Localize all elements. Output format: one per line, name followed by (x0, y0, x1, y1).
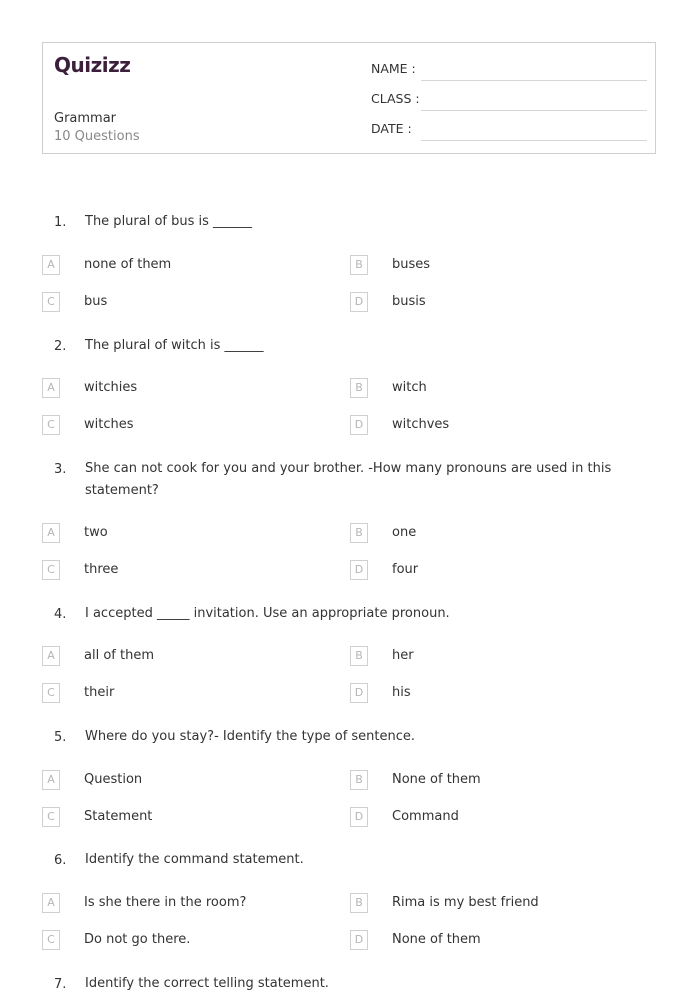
quiz-title: Grammar (54, 111, 117, 126)
option-letter-box: C (42, 560, 60, 580)
option-letter-box: C (42, 807, 60, 827)
option-text: their (84, 685, 115, 700)
question-number: 2. (54, 339, 67, 354)
question-number: 3. (54, 462, 67, 477)
question-text: She can not cook for you and your brother. -How many pronouns are used in this statement? (85, 461, 612, 498)
option-letter-box: D (350, 807, 368, 827)
name-line (421, 80, 647, 81)
option-text: busis (392, 294, 426, 309)
class-label: CLASS : (371, 91, 420, 106)
worksheet-header (42, 42, 656, 154)
option-letter-box: B (350, 378, 368, 398)
option-text: None of them (392, 932, 481, 947)
option-text: none of them (84, 257, 172, 272)
option-letter-box: A (42, 378, 60, 398)
option-text: witches (84, 417, 134, 432)
option-letter-box: B (350, 770, 368, 790)
option-letter-box: B (350, 255, 368, 275)
option-text: three (84, 562, 119, 577)
option-text: buses (392, 257, 431, 272)
option-text: four (392, 562, 419, 577)
option-letter-box: C (42, 415, 60, 435)
option-letter-box: D (350, 683, 368, 703)
question-number: 5. (54, 730, 67, 745)
question-text: Identify the correct telling statement. (85, 976, 329, 991)
option-text: his (392, 685, 411, 700)
option-letter-box: C (42, 292, 60, 312)
option-text: witchves (392, 417, 450, 432)
option-text: Command (392, 809, 459, 824)
date-label: DATE : (371, 121, 412, 136)
option-text: her (392, 648, 414, 663)
option-letter-box: A (42, 646, 60, 666)
option-text: None of them (392, 772, 481, 787)
class-line (421, 110, 647, 111)
option-letter-box: C (42, 930, 60, 950)
option-text: two (84, 525, 108, 540)
question-number: 1. (54, 215, 67, 230)
option-letter-box: C (42, 683, 60, 703)
question-number: 6. (54, 853, 67, 868)
option-text: all of them (84, 648, 154, 663)
option-text: Question (84, 772, 143, 787)
name-field[interactable] (371, 61, 647, 81)
name-label: NAME : (371, 61, 416, 76)
option-letter-box: A (42, 523, 60, 543)
option-letter-box: D (350, 292, 368, 312)
class-field[interactable] (371, 91, 647, 111)
question-text: I accepted _____ invitation. Use an appropriate pronoun. (85, 606, 450, 621)
option-letter-box: D (350, 415, 368, 435)
question-count: 10 Questions (54, 129, 140, 144)
option-letter-box: B (350, 523, 368, 543)
option-text: Rima is my best friend (392, 895, 539, 910)
question-number: 4. (54, 607, 67, 622)
question-text: Where do you stay?- Identify the type of sentence. (85, 729, 416, 744)
option-letter-box: D (350, 930, 368, 950)
question-number: 7. (54, 977, 67, 992)
quizizz-logo: Quizizz (54, 53, 131, 77)
question-text: The plural of bus is ______ (85, 214, 253, 229)
option-text: one (392, 525, 417, 540)
option-text: witchies (84, 380, 138, 395)
date-field[interactable] (371, 121, 647, 141)
option-letter-box: B (350, 893, 368, 913)
question-text: The plural of witch is ______ (85, 338, 264, 353)
question-text: Identify the command statement. (85, 852, 304, 867)
date-line (421, 140, 647, 141)
option-text: Do not go there. (84, 932, 191, 947)
option-text: bus (84, 294, 108, 309)
option-text: Is she there in the room? (84, 895, 247, 910)
option-letter-box: B (350, 646, 368, 666)
option-letter-box: D (350, 560, 368, 580)
option-text: witch (392, 380, 427, 395)
option-text: Statement (84, 809, 153, 824)
option-letter-box: A (42, 893, 60, 913)
option-letter-box: A (42, 770, 60, 790)
option-letter-box: A (42, 255, 60, 275)
